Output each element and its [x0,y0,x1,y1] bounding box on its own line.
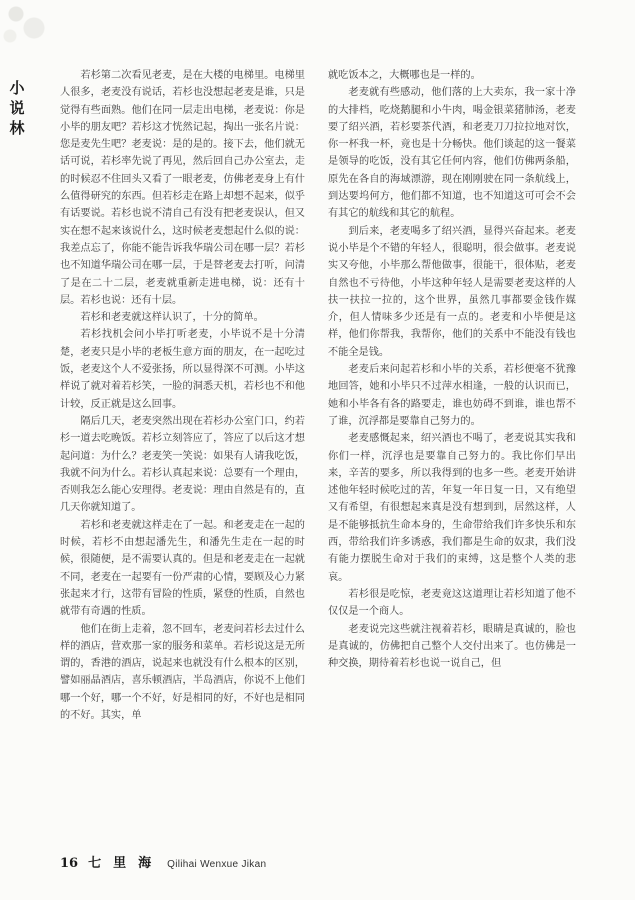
paragraph: 他们在街上走着，忽不回车，老麦问若杉去过什么样的酒店，营欢那一家的服务和菜单。若杉说这是无所谓的，香港的酒店，说起来也就没有什么根本的区别，譬如丽晶酒店，喜乐顿酒店，半岛酒店，你说不上他们哪一个好，哪一个不好，好是相同的好，不好也是相同的不好。其实，单 [60,623,305,721]
left-text-column [60,67,305,842]
paragraph: 到后来，老麦喝多了绍兴酒，显得兴奋起来。老麦说小毕是个不错的年轻人，很聪明，很会做事。老麦说实又夸他，小毕那么帮他做事，很能干，很体贴，老麦自然也不亏待他，小毕这种年轻人是需要老麦这样的人扶一扶拉一拉的，这个世界，虽然几事都要金钱作媒介，但人情味多少还是有一点的。老麦和小毕便是这样，他们你帮我，我帮你，他们的关系中不能没有钱也不能全是钱。 [328,225,576,358]
paragraph: 老麦说完这些就注视着若杉，眼睛是真诚的，脸也是真诚的，仿佛把自己整个人交付出来了。也仿佛是一种交换，期待着若杉也说一说自己，但 [328,623,576,670]
paragraph: 隔后几天，老麦突然出现在若杉办公室门口，约若杉一道去吃晚饭。若杉立刻答应了，答应了以后这才想起问道：为什么？老麦笑一笑说：如果有人请我吃饭，我就不问为什么。若杉认真起来说：总要有一个理由，否则我怎么能心安理得。老麦说：理由自然是有的，直几天你就知道了。 [60,415,305,514]
page-footer [60,852,266,872]
magazine-title: 七里海 [88,856,164,871]
corner-decoration [0,0,60,48]
paragraph: 就吃饭本之，大概哪也是一样的。 [328,70,481,81]
paragraph: 老麦感慨起来，绍兴酒也不喝了，老麦说其实我和你们一样，沉浮也是要靠自己努力的。我比你们早出来，辛苦的要多，所以我得到的也多一些。老麦开始讲述他年轻时候吃过的苦，年复一年日复一日，又有绝望又有希望，有很想起来真是没有想到到，居然这样，人是不能够抵抗生命本身的，生命带给我们许多快乐和东西，带给我们许多诱惑，我们都是生命的奴隶，我们没有能力摆脱生命对于我们的束缚，这是整个人类的悲哀。 [328,433,576,583]
paragraph: 老麦就有些感动，他们落的上大卖东，我一家十净的大排档，吃烧鹅腿和小牛肉，喝金银菜猪肺汤，老麦要了绍兴酒，若杉要茶代酒，和老麦刀刀拉拉地对饮，你一杯我一杯，竟也是十分畅快。他们谈起的这一餐菜是领导的吃饭，没有其它任何内容，他们仿佛两条船，原先在各自的海域漂游，现在刚刚驶在同一条航线上，到达要坞何方，他们都不知道，也不知道这可可会不会有其它的航线和其它的航程。 [328,87,576,220]
paragraph: 若杉找机会问小毕打听老麦，小毕说不是十分清楚，老麦只是小毕的老板生意方面的朋友，在一起吃过饭，老麦这个人不爱张扬，所以显得深不可测。小毕这样说了就对着若杉笑，一脸的洞悉天机，若杉也不和他计较，反正就是这么回事。 [60,329,305,410]
paragraph: 若杉很是吃惊，老麦竟这这道理让若杉知道了他不仅仅是一个商人。 [328,588,576,618]
section-label-char: 林 [9,119,25,137]
paragraph: 老麦后来问起若杉和小毕的关系，若杉便毫不犹豫地回答，她和小毕只不过萍水相逢，一般的认识而已，她和小毕各有各的路要走，谁也妨碍不到谁，谁也帮不了谁，沉浮都是要靠自己努力的。 [328,364,576,427]
paragraph: 若杉和老麦就这样认识了，十分的简单。 [80,312,264,324]
section-label-char: 小 [9,79,25,97]
right-text-column [328,67,576,842]
section-label-char: 说 [9,99,25,117]
paragraph: 若杉和老麦就这样走在了一起。和老麦走在一起的时候，若杉不由想起潘先生，和潘先生走在一起的时候，很随便，是不需要认真的。但是和老麦走在一起就不同，老麦在一起要有一份严肃的心情，要顾及心力紧张起来才行，这带有冒险的性质，紧登的性质，自然也就带有奇遇的性质。 [60,519,305,618]
magazine-roman-title: Qilihai Wenxue Jikan [167,859,267,870]
paragraph: 若杉第二次看见老麦，是在大楼的电梯里。电梯里人很多，老麦没有说话，若杉也没想起老麦是谁，只是觉得有些面熟。他们在同一层走出电梯，老麦说：你是小毕的朋友吧？若杉这才恍然记起，掏出一张名片说：您是麦先生吧？老麦说：是的是的。接下去，他们就无话可说，若杉率先说了再见，然后回自己办公室去，走的时候忍不住回头又看了一眼老麦，仿佛老麦身上有什么值得研究的东西。但若杉走在路上却想不起来，似乎有话要说。若杉也说不清自己有没有把老麦误认，但又实在想不起来该说什么，这时候老麦想起什么似的说：我差点忘了，你能不能告诉我华瑞公司在哪一层？若杉也不知道华瑞公司在哪一层，于是替老麦去打听，问清了是在二十二层，老麦就重新走进电梯，说：还有十层。若杉也说：还有十层。 [60,70,305,306]
section-label [6,78,28,138]
page-number: 16 [60,856,79,871]
